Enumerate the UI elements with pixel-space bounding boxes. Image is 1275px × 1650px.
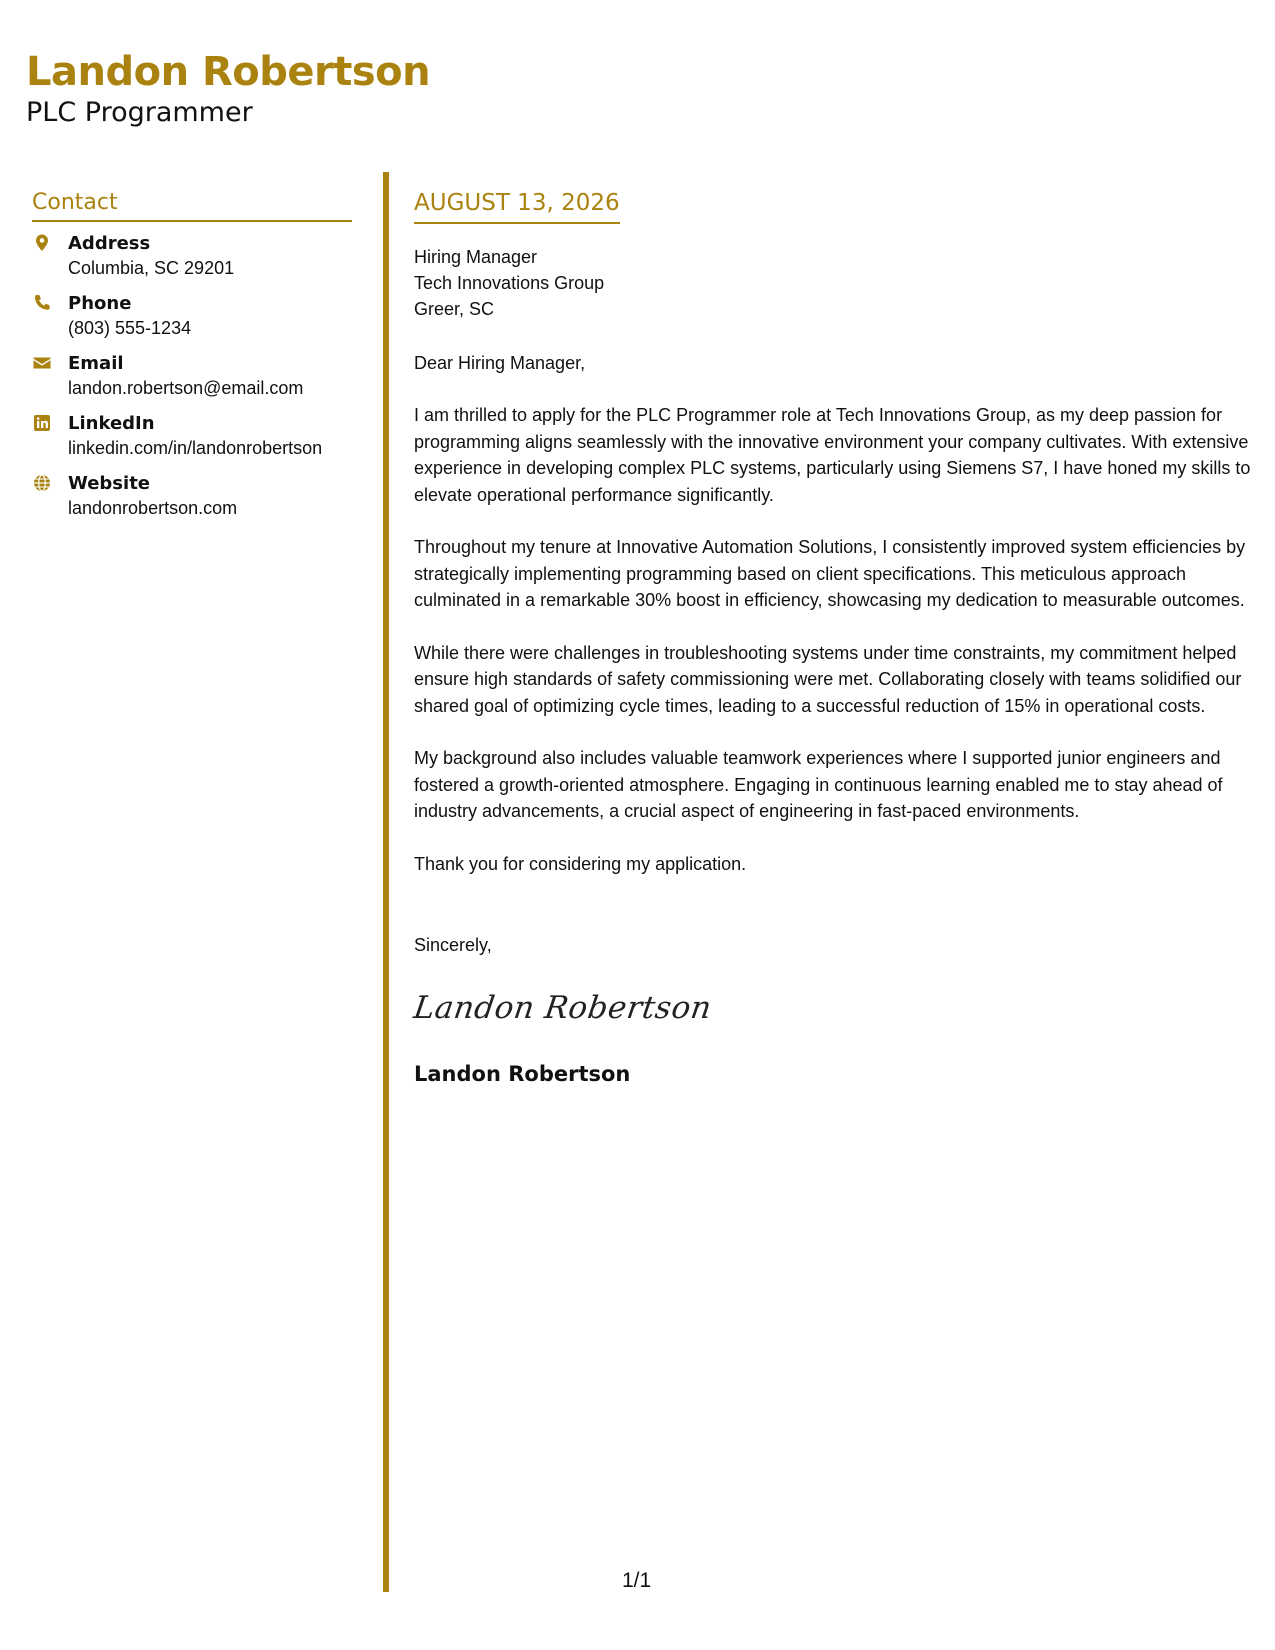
contact-value-address: Columbia, SC 29201 (68, 258, 235, 278)
recipient-location: Greer, SC (414, 299, 495, 319)
recipient-company: Tech Innovations Group (414, 273, 605, 293)
paragraph: While there were challenges in troubleshooting systems under time constraints, my commitment helped ensure high standards of safety commissioning were met. Collaborating closely with teams solidified our shared goal of optimizing cycle times, leading to a successful reduction of 15% in operational costs. (414, 642, 1242, 716)
linkedin-icon (32, 413, 52, 433)
map-pin-icon (32, 233, 52, 253)
contact-item-address (32, 232, 352, 280)
recipient-block (414, 244, 1256, 322)
signed-name: Landon Robertson (414, 1062, 631, 1086)
contact-heading: Contact (32, 188, 352, 222)
contact-label: Phone (68, 293, 132, 314)
vertical-divider (383, 172, 389, 1592)
contact-value-phone: (803) 555-1234 (68, 318, 192, 338)
paragraph: I am thrilled to apply for the PLC Programmer role at Tech Innovations Group, as my deep passion for programming aligns seamlessly with the innovative environment your company cultivates. With extensive experience in developing complex PLC systems, particularly using Siemens S7, I have honed my skills to elevate operational performance significantly. (414, 405, 1251, 505)
salutation: Dear Hiring Manager, (414, 353, 586, 373)
contact-label: LinkedIn (68, 413, 155, 434)
contact-label: Email (68, 353, 124, 374)
phone-icon (32, 293, 52, 313)
contact-item-email (32, 352, 352, 400)
contact-label: Website (68, 473, 151, 494)
closing: Sincerely, (414, 935, 492, 955)
recipient-title: Hiring Manager (414, 247, 538, 267)
header (26, 48, 430, 130)
contact-label: Address (68, 233, 151, 254)
paragraph: Throughout my tenure at Innovative Automation Solutions, I consistently improved system efficiencies by strategically implementing programming based on client specifications. This meticulous approach culminated in a remarkable 30% boost in efficiency, showcasing my dedication to measurable outcomes. (414, 537, 1246, 610)
page-number: 1/1 (622, 1569, 652, 1592)
paragraph: Thank you for considering my application. (414, 853, 747, 874)
paragraph: My background also includes valuable teamwork experiences where I supported junior engineers and fostered a growth-oriented atmosphere. Engaging in continuous learning enabled me to stay ahead of industry advancements, a crucial aspect of engineering in fast-paced environments. (414, 748, 1223, 821)
letter-body (411, 188, 1256, 1088)
contact-value-linkedin: linkedin.com/in/landonrobertson (68, 438, 323, 458)
letter-date: AUGUST 13, 2026 (414, 188, 620, 224)
contact-item-linkedin (32, 412, 352, 460)
globe-icon (32, 473, 52, 493)
candidate-role: PLC Programmer (26, 97, 253, 128)
contact-sidebar (32, 188, 352, 532)
contact-value-email: landon.robertson@email.com (68, 378, 304, 398)
handwritten-signature: Landon Robertson (411, 990, 714, 1026)
contact-value-website: landonrobertson.com (68, 498, 238, 518)
envelope-icon (32, 353, 52, 373)
contact-item-phone (32, 292, 352, 340)
contact-item-website (32, 472, 352, 520)
candidate-name: Landon Robertson (26, 49, 431, 95)
